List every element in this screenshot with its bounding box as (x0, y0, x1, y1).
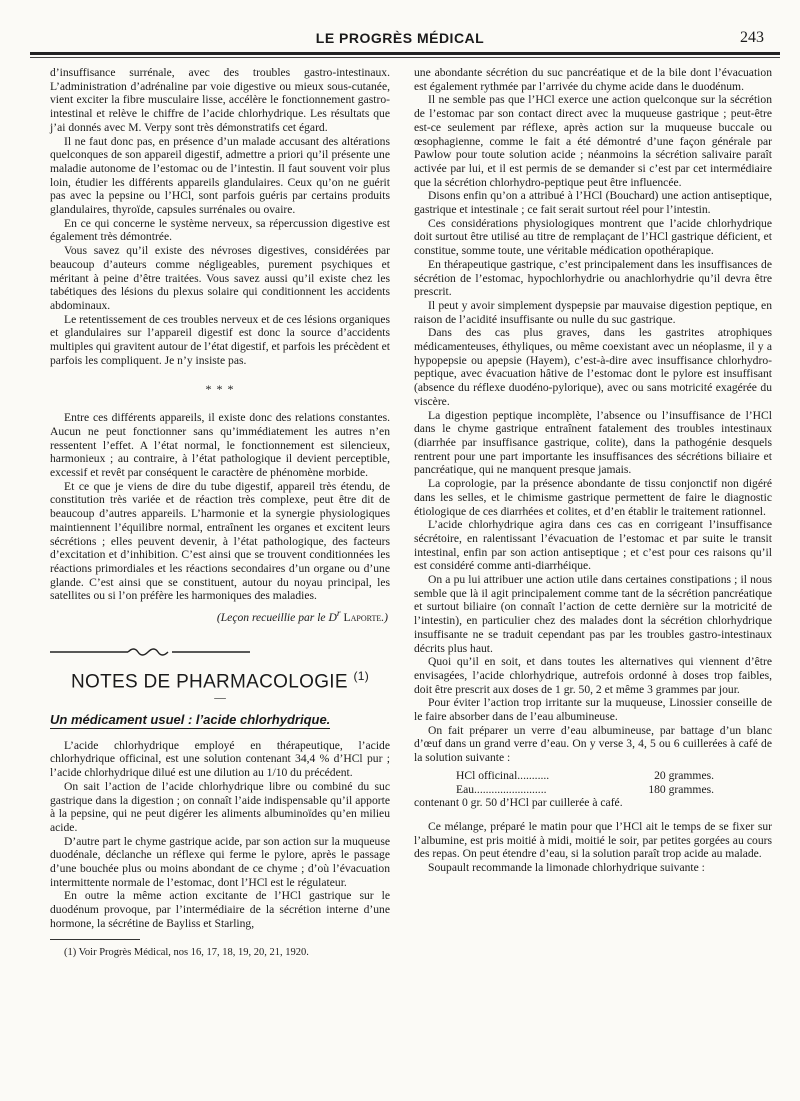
recipe-row (414, 769, 744, 783)
recipe-formula (414, 769, 744, 810)
recipe-row (414, 783, 744, 797)
author-name: Laporte (343, 610, 382, 624)
header-rule (30, 52, 780, 55)
paragraph: En ce qui concerne le système nerveux, sa répercussion digestive est également très démontrée. (50, 216, 390, 244)
paragraph: On sait l’action de l’acide chlorhydrique libre ou combiné du suc gastrique dans la digestion ; on connaît l’aide indispensable qu’il apporte à la pepsine, qui ne peut digérer les aliments albuminoïdes qu’en milieu acide. (50, 779, 390, 834)
footnote-rule (50, 939, 140, 940)
paragraph: Le retentissement de ces troubles nerveux et de ces lésions organiques et glandulaires sur l’appareil digestif est donc la source d’accidents multiples qui gravitent autour de l’état digestif, et parfois les précèdent et parfois les compliquent. Je n’y insiste pas. (50, 312, 390, 367)
header-rule-thin (30, 57, 780, 58)
paragraph: La coprologie, par la présence abondante de tissu conjonctif non digéré dans les selles, et le chimisme gastrique permettent de faire le diagnostic étiologique de ces diarrhées et colites, et d’en établir le traitement rationnel. (414, 477, 772, 518)
paragraph: Et ce que je viens de dire du tube digestif, appareil très étendu, de constitution très variée et de réaction très complexe, peut être dit de beaucoup d’autres appareils. L’harmonie et la synergie physiologiques maintiennent l’équilibre normal, entraînent les organes et excitent leurs sécrétions ; elles peuvent devenir, à l’état pathologique, des facteurs d’excitation et d’inhibition. C’est ainsi que se trouvent conditionnées les réactions primordiales et les réactions secondaires d’un organe ou d’une glande. C’est ainsi que se constituent, autour du noyau principal, les satellites ou si l’on préfère les harmoniques des maladies. (50, 479, 390, 603)
paragraph: Soupault recommande la limonade chlorhydrique suivante : (428, 861, 705, 875)
page-header (30, 30, 770, 52)
paragraph: En thérapeutique gastrique, c’est principalement dans les insuffisances de sécrétion de l’estomac, hypochlorhydrie ou anachlorhydrie qu’il devra être prescrit. (414, 257, 772, 299)
paragraph: Pour éviter l’action trop irritante sur la muqueuse, Linossier conseille de le faire absorber dans de l’eau albumineuse. (414, 696, 772, 724)
article-subheading: Un médicament usuel : l’acide chlorhydrique. (50, 712, 331, 728)
paragraph: D’autre part le chyme gastrique acide, par son action sur la muqueuse duodénale, déclanche un réflexe qui ferme le pylore, après le passage d’une bouchée plus ou moins abondant de ce chyme ; d’où l’évacuation intermittente normale de l’estomac, dont l’HCl est le régulateur. (50, 834, 390, 889)
paragraph: La digestion peptique incomplète, l’absence ou l’insuffisance de l’HCl dans le chyme gastrique entraînent fatalement des troubles intestinaux (diarrhée par insuffisance gastrique, colite), dans la pathogénie desquels rentrent pour une part importante les insuffisances des sécrétions biliaire et pancréatique, qui ne manquent presque jamais. (414, 408, 772, 477)
paragraph: Il ne faut donc pas, en présence d’un malade accusant des altérations quelconques de son appareil digestif, admettre a priori qu’il présente une maladie autonome de l’estomac ou de l’intestin. Il faut souvent voir plus loin, étudier les différents appareils glandulaires. Ceux qu’on ne guérit pas avec la pepsine ou l’HCl, sont parfois guéris par certains produits glandulaires, thyroïde, capsules surrénales ou ovaire. (50, 134, 390, 217)
lecture-signature: (Leçon recueillie par le $D^r$ Laporte.) (216, 608, 388, 624)
paragraph: Ces considérations physiologiques montrent que l’acide chlorhydrique doit surtout être utilisé au titre de remplaçant de l’HCl gastrique déficient, et constitue, somme toute, une véritable médication opothérapique. (414, 216, 772, 258)
ingredient-name: HCl officinal........... (456, 768, 550, 782)
paragraph: Ce mélange, préparé le matin pour que l’HCl ait le temps de se fixer sur l’albumine, est pris moitié à midi, moitié le soir, par petites gorgées au cours des repas. On peut étendre d’eau, si la solution paraît trop acide au malade. (414, 819, 772, 861)
paragraph: On fait préparer un verre d’eau albumineuse, par battage d’un blanc d’œuf dans un grand verre d’eau. On y verse 3, 4, 5 ou 6 cuillerées à café de la solution suivante : (414, 723, 772, 765)
paragraph: Disons enfin qu’on a attribué à l’HCl (Bouchard) une action antiseptique, gastrique et intestinale ; ce fait serait surtout réel pour l’intestin. (414, 189, 772, 217)
paragraph: Il ne semble pas que l’HCl exerce une action quelconque sur la sécrétion de l’estomac par son contact direct avec la muqueuse gastrique ; peut-être est-ce seulement par réflexe, après action sur la muqueuse buccale ou œsophagienne, comme le fait a été démontré d’une façon générale par Pawlow pour toute solution acide ; néanmoins la sécrétion salivaire paraît activée par lui, et il est permis de se demander si c’est par cet intermédiaire que la sécrétion chlorhydro-peptique peut être influencée. (414, 93, 772, 189)
section-title: NOTES DE PHARMACOLOGIE $^{(1)}$ (70, 669, 370, 693)
page-number: 243 (740, 29, 764, 46)
paragraph: Il peut y avoir simplement dyspepsie par mauvaise digestion peptique, en raison de l’acidité insuffisante ou nulle du suc gastrique. (414, 298, 772, 326)
ingredient-amount: 180 grammes. (648, 782, 714, 796)
ingredient-amount: 20 grammes. (654, 768, 714, 782)
left-column (50, 66, 390, 1081)
paragraph: Entre ces différents appareils, il existe donc des relations constantes. Aucun ne peut fonctionner sans qu’immédiatement les autres n’en ressentent l’effet. A l’état normal, le fonctionnement est silencieux, harmonieux ; au contraire, à l’état pathologique il devient perceptible, excessif et revêt par conséquent le caractère de phénomène morbide. (50, 411, 390, 479)
paragraph: Dans des cas plus graves, dans les gastrites atrophiques médicamenteuses, éthyliques, ou même coexistant avec un néoplasme, il y a hypopepsie ou apepsie (Hayem), c’est-à-dire avec insuffisance chlorhydro-peptique, avec évacuation hâtive de l’estomac dont le pylore est insuffisant (absence du réflexe duodéno-pylorique), avec ou sans motricité exagérée du viscère. (414, 326, 772, 408)
title-dash: — (214, 691, 226, 705)
paragraph: L’acide chlorhydrique agira dans ces cas en corrigeant l’insuffisance sécrétoire, en ralentissant l’évacuation de l’estomac et par suite le transit intestinal, enfin par son action antiseptique ; et c’est pour ces raisons qu’il est considéré comme anti-diarrhéique. (414, 518, 772, 573)
footnote: (1) Voir Progrès Médical, nos 16, 17, 18, 19, 20, 21, 1920. (64, 946, 309, 958)
paragraph: une abondante sécrétion du suc pancréatique et de la bile dont l’évacuation est également rythmée par l’arrivée du chyme acide dans le duodénum. (414, 66, 772, 93)
paragraph: On a pu lui attribuer une action utile dans certaines constipations ; il nous semble que là il agit principalement comme tant de la sécrétion pancréatique et surtout biliaire (on connaît l’action de cette dernière sur la motricité de l’intestin), en particulier chez des malades dont la sécrétion chlorhydrique insuffisante ne se traduit cependant pas par les troubles gastro-intestinaux décrits plus haut. (414, 573, 772, 655)
ingredient-name: Eau......................... (456, 782, 547, 796)
right-column (414, 66, 772, 1081)
recipe-note: contenant 0 gr. 50 d’HCl par cuillerée à café. (414, 796, 623, 810)
paragraph: Quoi qu’il en soit, et dans toutes les alternatives qui viennent d’être envisagées, l’acide chlorhydrique, autrefois ordonné à doses trop faibles, doit être prescrit aux doses de 1 gr. 50, 2 et même 3 grammes par jour. (414, 655, 772, 696)
paragraph: En outre la même action excitante de l’HCl gastrique sur le duodénum provoque, par l’intermédiaire de la sécrétion interne d’une hormone, la sécrétine de Bayliss et Starling, (50, 889, 390, 930)
paragraph: d’insuffisance surrénale, avec des troubles gastro-intestinaux. L’administration d’adrénaline par voie digestive ou mieux sous-cutanée, vient exciter la fibre musculaire lisse, accélère le fonctionnement gastro-intestinal et relève le chiffre de l’acide chlorhydrique. Les résultats que j’ai donnés avec M. Verpy sont très démonstratifs cet égard. (50, 66, 390, 134)
ornament-divider (50, 645, 250, 659)
paragraph: L’acide chlorhydrique employé en thérapeutique, l’acide chlorhydrique officinal, est une solution contenant 34,4 % d’HCl pur ; l’acide chlorhydrique dilué est une dilution au 1/10 du précédent. (50, 738, 390, 780)
journal-title: LE PROGRÈS MÉDICAL (315, 30, 485, 46)
section-break-stars: * * * (205, 382, 235, 397)
paragraph: Vous savez qu’il existe des névroses digestives, considérées par beaucoup d’auteurs comme négligeables, purement psychiques et méritant à peine d’être traitées. Vous savez aussi qu’il existe chez les tabétiques des lésions du plexus solaire qui conditionnent les accidents abdominaux. (50, 244, 390, 312)
